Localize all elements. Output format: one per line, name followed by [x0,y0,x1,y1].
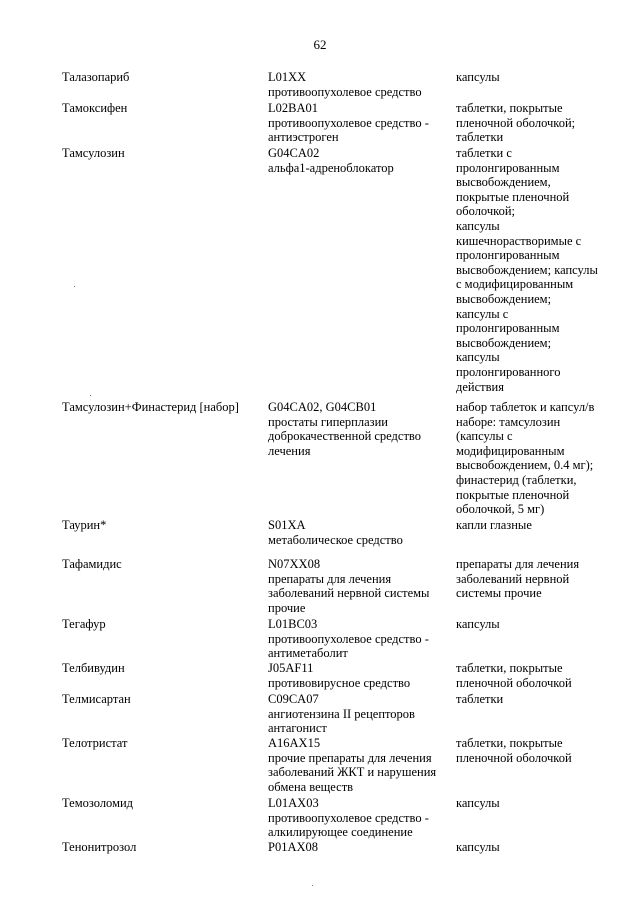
dosage-form-line: капсулы [456,218,500,233]
drug-name: Тенонитрозол [62,840,137,854]
atc-code: G04CA02 [268,146,320,160]
dosage-form [456,518,616,533]
pharm-group-line: ангиотензина II рецепторов [268,706,415,721]
scan-speck [90,395,91,396]
atc-cell [268,557,448,615]
dosage-form-line: пролонгированным [456,248,560,263]
pharm-group-line: антиэстроген [268,130,339,145]
atc-code: C09CA07 [268,692,319,706]
pharm-group-line: антагонист [268,721,327,736]
drug-name: Тамоксифен [62,101,128,115]
atc-cell [268,70,448,99]
dosage-form-line: капсулы [456,617,500,631]
scan-speck [74,286,75,287]
dosage-form-line: кишечнорастворимые с [456,233,582,248]
dosage-form [456,840,616,855]
dosage-form-line: покрытые пленочной [456,487,570,502]
pharm-group-line: алкилирующее соединение [268,825,413,840]
atc-cell [268,518,448,547]
pharm-group-line: противоопухолевое средство - [268,631,429,646]
dosage-form-line: высвобождением; капсулы [456,262,598,277]
dosage-form-line: заболеваний нервной [456,571,570,586]
atc-cell [268,146,448,175]
pharm-group-line: прочие [268,600,306,615]
atc-cell [268,400,448,458]
dosage-form-line: пленочной оболочкой; [456,115,576,130]
dosage-form [456,692,616,707]
dosage-form [456,796,616,811]
drug-name: Телбивудин [62,661,125,675]
dosage-form-line: капсулы [456,796,500,810]
atc-code: G04CA02, G04CB01 [268,400,377,414]
dosage-form [456,661,616,690]
dosage-form-line: покрытые пленочной [456,189,570,204]
drug-name: Темозоломид [62,796,134,810]
dosage-form-line: оболочкой, 5 мг) [456,502,545,517]
atc-code: P01AX08 [268,840,319,854]
dosage-form-line: высвобождением; [456,335,552,350]
dosage-form-line: пленочной оболочкой [456,750,572,765]
drug-name: Таурин* [62,518,107,532]
dosage-form-line: (капсулы с [456,429,513,444]
dosage-form [456,70,616,85]
pharm-group-line: противоопухолевое средство [268,84,422,99]
atc-cell [268,840,448,855]
dosage-form-line: капсулы [456,350,500,365]
dosage-form [456,617,616,632]
page-number: 62 [313,37,327,52]
drug-name: Талазопариб [62,70,130,84]
pharm-group-line: противоопухолевое средство - [268,115,429,130]
drug-name: Телмисартан [62,692,131,706]
scan-speck [312,885,313,886]
dosage-form-line: таблетки, покрытые [456,736,563,750]
dosage-form-line: модифицированным [456,443,565,458]
atc-code: S01XA [268,518,306,532]
dosage-form-line: капсулы [456,840,500,854]
pharm-group-line: лечения [268,443,311,458]
pharm-group-line: противоопухолевое средство - [268,810,429,825]
dosage-form-line: пролонгированного [456,364,561,379]
drug-name: Тафамидис [62,557,122,571]
atc-cell [268,796,448,840]
dosage-form [456,101,616,145]
dosage-form-line: таблетки, покрытые [456,661,563,675]
pharm-group-line: препараты для лечения [268,571,392,586]
dosage-form-line: пролонгированным [456,321,560,336]
atc-code: J05AF11 [268,661,314,675]
pharm-group-line: заболеваний ЖКТ и нарушения [268,765,437,780]
dosage-form-line: финастерид (таблетки, [456,472,577,487]
atc-code: N07XX08 [268,557,321,571]
atc-code: L01AX03 [268,796,319,810]
dosage-form-line: наборе: тамсулозин [456,414,561,429]
dosage-form-line: таблетки с [456,146,512,160]
atc-code: L01XX [268,70,307,84]
pharm-group-line: доброкачественной средство [268,429,421,444]
dosage-form-line: капсулы с [456,306,509,321]
drug-name: Тамсулозин+Финастерид [набор] [62,400,239,414]
dosage-form-line: таблетки [456,130,504,145]
atc-cell [268,101,448,145]
pharm-group-line: метаболическое средство [268,532,403,547]
pharm-group-line: прочие препараты для лечения [268,750,432,765]
dosage-form-line: пролонгированным [456,160,560,175]
pharm-group-line: обмена веществ [268,779,354,794]
dosage-form-line: высвобождением, [456,175,551,190]
drug-name: Тамсулозин [62,146,125,160]
dosage-form [456,400,616,517]
dosage-form-line: действия [456,379,504,394]
pharm-group-line: противовирусное средство [268,675,411,690]
dosage-form [456,146,616,394]
pharm-group-line: простаты гиперплазии [268,414,388,429]
atc-code: A16AX15 [268,736,321,750]
dosage-form [456,557,616,601]
dosage-form-line: капсулы [456,70,500,84]
dosage-form-line: набор таблеток и капсул/в [456,400,595,414]
atc-code: L02BA01 [268,101,318,115]
drug-name: Телотристат [62,736,128,750]
pharm-group-line: заболеваний нервной системы [268,586,430,601]
dosage-form-line: препараты для лечения [456,557,580,571]
drug-name: Тегафур [62,617,106,631]
pharm-group-line: альфа1-адреноблокатор [268,160,394,175]
dosage-form-line: высвобождением; [456,291,552,306]
dosage-form-line: капли глазные [456,518,532,532]
pharm-group-line: антиметаболит [268,646,348,661]
atc-cell [268,617,448,661]
atc-code: L01BC03 [268,617,318,631]
dosage-form-line: пленочной оболочкой [456,675,572,690]
atc-cell [268,692,448,736]
atc-cell [268,661,448,690]
dosage-form-line: таблетки [456,692,504,706]
atc-cell [268,736,448,794]
dosage-form-line: системы прочие [456,586,542,601]
dosage-form [456,736,616,765]
dosage-form-line: оболочкой; [456,204,515,219]
dosage-form-line: с модифицированным [456,277,574,292]
dosage-form-line: таблетки, покрытые [456,101,563,115]
dosage-form-line: высвобождением, 0.4 мг); [456,458,594,473]
